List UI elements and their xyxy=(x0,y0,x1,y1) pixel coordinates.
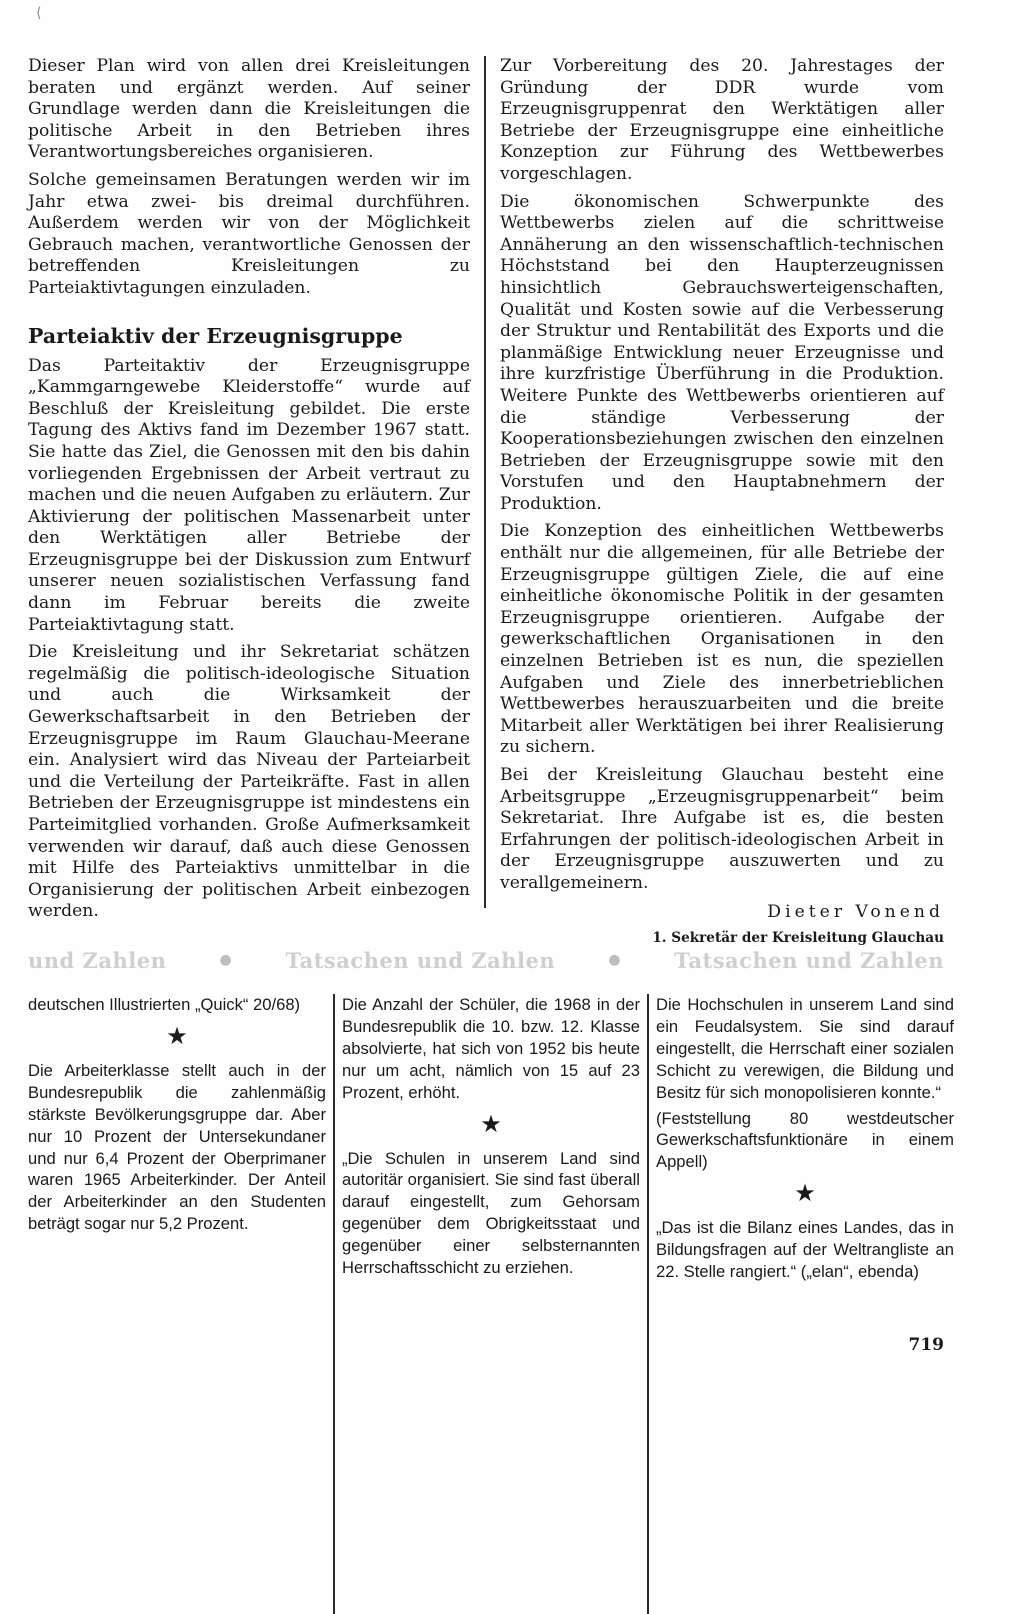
left-column xyxy=(28,56,470,929)
banner-text: Tatsachen und Zahlen xyxy=(674,947,944,973)
column-divider xyxy=(647,994,649,1614)
facts-column-1 xyxy=(28,994,326,1239)
paragraph: Zur Vorbereitung des 20. Jahrestages der Gründung der DDR wurde vom Erzeugnisgruppenrat den Werktätigen aller Betriebe der Erzeugnisgruppe eine einheitliche Konzeption zur Führung des Wettbewerbes vorgeschlagen. xyxy=(500,56,944,184)
paragraph: Solche gemeinsamen Beratungen werden wir im Jahr etwa zwei- bis dreimal durchführen. Außerdem werden wir von der Möglichkeit Gebrauch machen, verantwortliche Genossen der betreffenden Kreisleitungen zu Parteiaktivtagungen einzuladen. xyxy=(28,169,470,298)
column-divider xyxy=(333,994,335,1614)
paragraph: Dieser Plan wird von allen drei Kreisleitungen beraten und ergänzt werden. Auf seiner Grundlage werden dann die Kreisleitungen die politische Arbeit in den Betrieben ihres Verantwortungsbereiches organisieren. xyxy=(28,56,470,163)
corner-mark: ⟨ xyxy=(36,5,42,21)
facts-column-3 xyxy=(656,994,954,1287)
paragraph: Das Parteitaktiv der Erzeugnisgruppe „Kammgarngewebe Kleiderstoffe“ wurde auf Beschluß der Kreisleitung gebildet. Die erste Tagung des Aktivs fand im Dezember 1967 statt. Sie hatte das Ziel, die Genossen mit den bis dahin vorliegenden Ergebnissen der Arbeit vertraut zu machen und die neuen Aufgaben zu erläutern. Zur Aktivierung der politischen Massenarbeit unter den Werktätigen aller Betriebe der Erzeugnisgruppe bei der Diskussion zum Entwurf unserer neuen sozialistischen Verfassung fand dann im Februar bereits die zweite Parteiaktivtagung statt. xyxy=(28,355,470,635)
paragraph: Die Arbeiterklasse stellt auch in der Bundesrepublik die zahlenmäßig stärkste Bevölkerungsgruppe dar. Aber nur 10 Prozent der Untersekundaner und nur 6,4 Prozent der Oberprimaner waren 1965 Arbeiterkinder. Der Anteil der Arbeiterkinder an den Studenten beträgt sogar nur 5,2 Prozent. xyxy=(28,1060,326,1234)
banner-separator: ● xyxy=(219,952,233,968)
facts-column-2 xyxy=(342,994,640,1283)
paragraph: Die Kreisleitung und ihr Sekretariat schätzen regelmäßig die politisch-ideologische Situation und auch die Wirksamkeit der Gewerkschaftsarbeit in den Betrieben der Erzeugnisgruppe im Raum Glauchau-Meerane ein. Analysiert wird das Niveau der Parteiarbeit und die Verteilung der Parteikräfte. Fast in allen Betrieben der Erzeugnisgruppe ist mindestens ein Parteimitglied vorhanden. Große Aufmerksamkeit verwenden wir darauf, daß auch diese Genossen mit Hilfe des Parteiaktivs unmittelbar in die Organisierung der politischen Arbeit einbezogen werden. xyxy=(28,642,470,922)
star-icon: ★ xyxy=(794,1180,816,1208)
paragraph: „Die Schulen in unserem Land sind autoritär organisiert. Sie sind fast überall darauf eingestellt, zum Gehorsam gegenüber dem Obrigkeitsstaat und gegenüber einer selbsternannten Herrschaftsschicht zu erziehen. xyxy=(342,1148,640,1278)
section-banner xyxy=(28,946,944,974)
banner-text: und Zahlen xyxy=(28,947,167,973)
paragraph: Die Konzeption des einheitlichen Wettbewerbs enthält nur die allgemeinen, für alle Betriebe der Erzeugnisgruppe gültigen Ziele, die auf eine einheitliche ökonomische Politik in der gesamten Erzeugnisgruppe orientieren. Aufgabe der gewerkschaftlichen Organisationen in den einzelnen Betrieben ist es nun, die speziellen Aufgaben und Ziele des innerbetrieblichen Wettbewerbes herauszuarbeiten und die breite Mitarbeit aller Werktätigen bei ihrer Realisierung zu sichern. xyxy=(500,521,944,758)
paragraph: Bei der Kreisleitung Glauchau besteht eine Arbeitsgruppe „Erzeugnisgruppenarbeit“ beim Sekretariat. Ihre Aufgabe ist es, die besten Erfahrungen der politisch-ideologischen Arbeit in der Erzeugnisgruppe auszuwerten und zu verallgemeinern. xyxy=(500,765,944,893)
column-divider xyxy=(484,56,486,908)
paragraph: „Das ist die Bilanz eines Landes, das in Bildungsfragen auf der Weltrangliste an 22. Stelle rangiert.“ („elan“, ebenda) xyxy=(656,1218,954,1282)
star-icon: ★ xyxy=(480,1110,502,1138)
paragraph: Die Anzahl der Schüler, die 1968 in der Bundesrepublik die 10. bzw. 12. Klasse absolvierte, hat sich von 1952 bis heute nur um acht, nämlich von 15 auf 23 Prozent, erhöht. xyxy=(342,995,640,1102)
banner-separator: ● xyxy=(608,952,622,968)
star-icon: ★ xyxy=(166,1022,188,1050)
paragraph: Die ökonomischen Schwerpunkte des Wettbewerbs zielen auf die schrittweise Annäherung an den wissenschaftlich-technischen Höchststand bei den Haupterzeugnissen hinsichtlich Gebrauchswerteigenschaften, Qualität und Kosten sowie auf die Verbesserung der Struktur und Rentabilität des Exports und die planmäßige Entwicklung neuer Erzeugnisse und ihre kurzfristige Überführung in die Produktion. Weitere Punkte des Wettbewerbs orientieren auf die ständige Verbesserung der Kooperationsbeziehungen zwischen den einzelnen Betrieben der Erzeugnisgruppe sowie mit den Vorstufen und den Hauptabnehmern der Produktion. xyxy=(500,191,944,514)
paragraph: Die Hochschulen in unserem Land sind ein Feudalsystem. Sie sind darauf eingestellt, die Herrschaft einer sozialen Schicht zu verewigen, die Bildung und Besitz für sich monopolisieren konnte.“ xyxy=(656,995,954,1102)
right-column xyxy=(500,56,944,947)
page-number: 719 xyxy=(908,1335,944,1355)
author-signature: Dieter Vonend xyxy=(767,901,944,922)
paragraph: (Feststellung 80 westdeutscher Gewerkschaftsfunktionäre in einem Appell) xyxy=(656,1108,954,1172)
section-heading: Parteiaktiv der Erzeugnisgruppe xyxy=(28,323,403,348)
banner-text: Tatsachen und Zahlen xyxy=(285,947,556,973)
paragraph: deutschen Illustrierten „Quick“ 20/68) xyxy=(28,995,301,1014)
author-role: 1. Sekretär der Kreisleitung Glauchau xyxy=(652,929,944,946)
